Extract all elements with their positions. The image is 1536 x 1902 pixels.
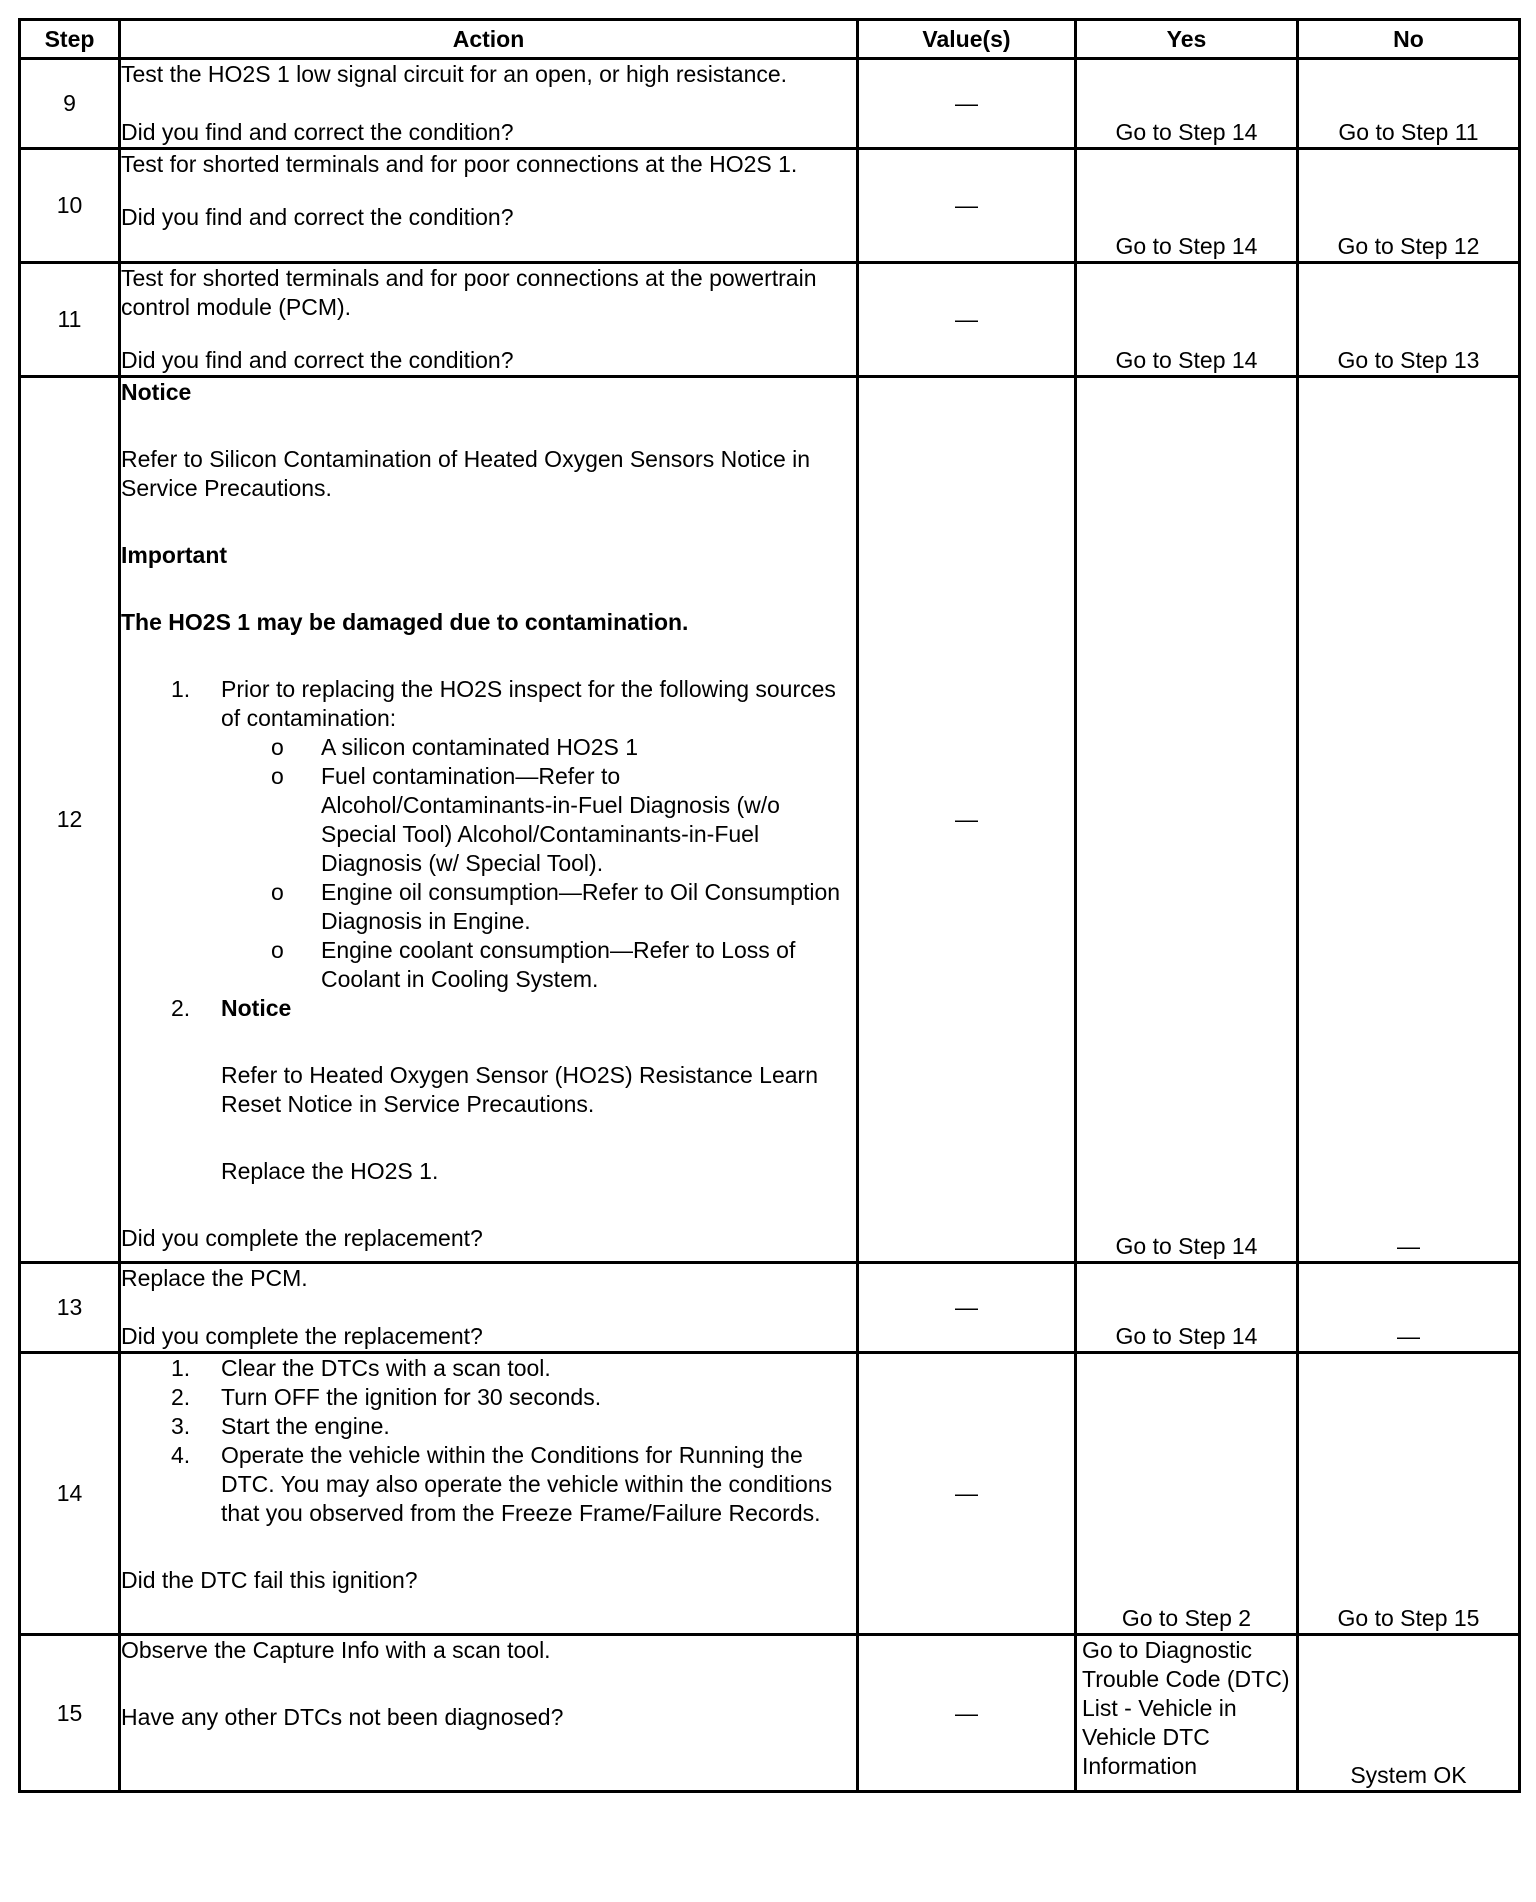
header-action: Action <box>120 20 858 59</box>
action-text: Test for shorted terminals and for poor connections at the HO2S 1. <box>121 151 798 177</box>
step-list <box>121 675 856 1186</box>
table-row <box>20 1635 1520 1792</box>
table-row <box>20 263 1520 377</box>
bullet-marker: o <box>271 734 284 760</box>
bullet-item: o Engine oil consumption—Refer to Oil Consumption Diagnosis in Engine. <box>271 879 841 934</box>
step-number: 9 <box>20 59 120 149</box>
no-cell: Go to Step 12 <box>1298 149 1520 263</box>
step-list <box>121 1354 856 1528</box>
action-text: Replace the PCM. <box>121 1265 308 1291</box>
action-cell <box>120 149 858 263</box>
yes-cell: Go to Diagnostic Trouble Code (DTC) List - Vehicle in Vehicle DTC Information <box>1076 1635 1298 1792</box>
list-item: 2. Turn OFF the ignition for 30 seconds. <box>171 1384 602 1410</box>
yes-cell: Go to Step 14 <box>1076 59 1298 149</box>
action-cell <box>120 1263 858 1353</box>
no-cell: — <box>1298 1263 1520 1353</box>
yes-cell: Go to Step 2 <box>1076 1353 1298 1635</box>
list-text: Replace the HO2S 1. <box>221 1158 439 1184</box>
action-question: Did you find and correct the condition? <box>121 119 514 145</box>
no-cell: System OK <box>1298 1635 1520 1792</box>
list-item: 4. Operate the vehicle within the Conditions for Running the DTC. You may also operate the vehicle within the conditions that you observed from the Freeze Frame/Failure Records. <box>171 1442 833 1526</box>
action-cell <box>120 1353 858 1635</box>
action-question: Did you find and correct the condition? <box>121 347 514 373</box>
list-item: 1. Clear the DTCs with a scan tool. <box>171 1355 551 1381</box>
important-text: The HO2S 1 may be damaged due to contamination. <box>121 609 689 635</box>
list-number: 1. <box>171 676 191 702</box>
list-text: Prior to replacing the HO2S inspect for the following sources of contamination: <box>221 676 836 731</box>
notice-title: Notice <box>121 379 192 405</box>
header-yes: Yes <box>1076 20 1298 59</box>
action-cell <box>120 377 858 1263</box>
header-no: No <box>1298 20 1520 59</box>
action-cell <box>120 263 858 377</box>
bullet-list <box>221 733 856 994</box>
yes-cell: Go to Step 14 <box>1076 377 1298 1263</box>
bullet-item: o Engine coolant consumption—Refer to Loss of Coolant in Cooling System. <box>271 937 796 992</box>
value-cell: — <box>858 1353 1076 1635</box>
bullet-marker: o <box>271 879 284 905</box>
value-cell: — <box>858 263 1076 377</box>
action-question: Did you complete the replacement? <box>121 1323 483 1349</box>
yes-cell: Go to Step 14 <box>1076 1263 1298 1353</box>
notice-text: Refer to Silicon Contamination of Heated Oxygen Sensors Notice in Service Precautions. <box>121 446 811 501</box>
list-item <box>121 994 856 1186</box>
value-cell: — <box>858 149 1076 263</box>
no-cell: Go to Step 15 <box>1298 1353 1520 1635</box>
step-number: 10 <box>20 149 120 263</box>
bullet-marker: o <box>271 937 284 963</box>
value-cell: — <box>858 377 1076 1263</box>
list-title: Notice <box>221 995 292 1021</box>
header-values: Value(s) <box>858 20 1076 59</box>
action-text: Test for shorted terminals and for poor connections at the powertrain control module (PCM). <box>121 265 817 320</box>
important-title: Important <box>121 542 228 568</box>
header-step: Step <box>20 20 120 59</box>
table-row <box>20 1353 1520 1635</box>
yes-cell: Go to Step 14 <box>1076 263 1298 377</box>
diagnostic-table <box>18 18 1521 1793</box>
list-text: Refer to Heated Oxygen Sensor (HO2S) Resistance Learn Reset Notice in Service Precautions. <box>221 1062 819 1117</box>
table-row <box>20 149 1520 263</box>
value-cell: — <box>858 59 1076 149</box>
step-number: 11 <box>20 263 120 377</box>
table-row <box>20 377 1520 1263</box>
value-cell: — <box>858 1635 1076 1792</box>
header-row <box>20 20 1520 59</box>
list-item <box>121 675 856 994</box>
step-number: 15 <box>20 1635 120 1792</box>
list-item: 3. Start the engine. <box>171 1413 390 1439</box>
bullet-marker: o <box>271 763 284 789</box>
value-cell: — <box>858 1263 1076 1353</box>
action-question: Have any other DTCs not been diagnosed? <box>121 1704 564 1730</box>
action-question: Did the DTC fail this ignition? <box>121 1567 418 1593</box>
no-cell: — <box>1298 377 1520 1263</box>
step-number: 14 <box>20 1353 120 1635</box>
action-question: Did you complete the replacement? <box>121 1225 483 1251</box>
yes-cell: Go to Step 14 <box>1076 149 1298 263</box>
step-number: 12 <box>20 377 120 1263</box>
action-cell <box>120 59 858 149</box>
bullet-item: o Fuel contamination—Refer to Alcohol/Contaminants-in-Fuel Diagnosis (w/o Special Tool) Alcohol/Contaminants-in-Fuel Diagnosis (w/ Special Tool). <box>271 763 780 876</box>
step-number: 13 <box>20 1263 120 1353</box>
bullet-item: o A silicon contaminated HO2S 1 <box>271 734 639 760</box>
action-text: Observe the Capture Info with a scan tool. <box>121 1637 551 1663</box>
table-row <box>20 59 1520 149</box>
table-row <box>20 1263 1520 1353</box>
list-number: 2. <box>171 995 191 1021</box>
no-cell: Go to Step 13 <box>1298 263 1520 377</box>
action-question: Did you find and correct the condition? <box>121 204 514 230</box>
action-cell <box>120 1635 858 1792</box>
action-text: Test the HO2S 1 low signal circuit for an open, or high resistance. <box>121 61 788 87</box>
no-cell: Go to Step 11 <box>1298 59 1520 149</box>
